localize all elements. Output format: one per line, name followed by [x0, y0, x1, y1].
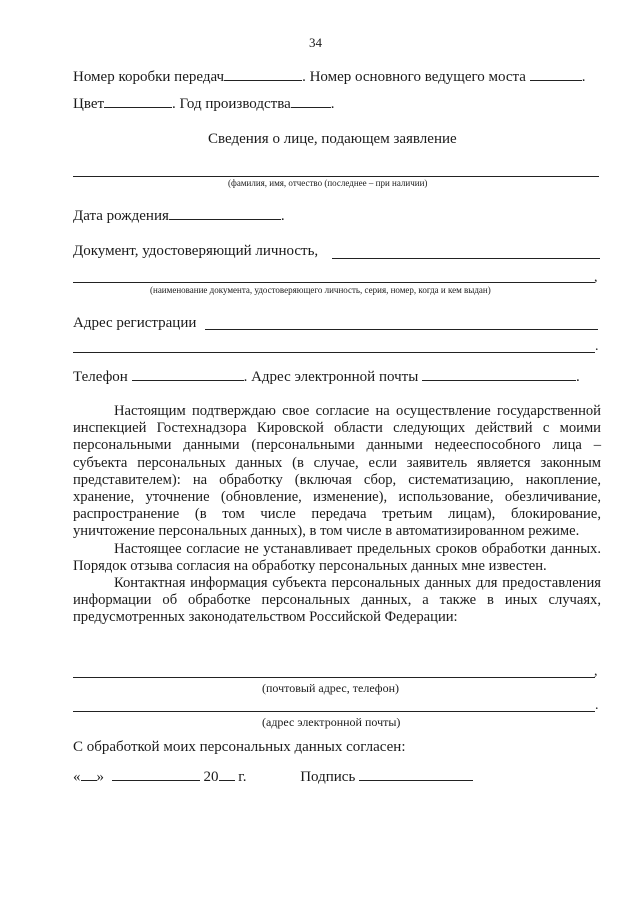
id-doc-field[interactable]: [332, 258, 600, 259]
gearbox-label: Номер коробки передач: [73, 69, 225, 85]
color-year-line: Цвет . Год производства .: [73, 93, 335, 113]
gearbox-line: Номер коробки передач . Номер основного ведущего моста .: [73, 66, 585, 86]
contact-email-field[interactable]: [73, 711, 595, 712]
id-doc-field-2[interactable]: [73, 282, 595, 283]
axle-label: . Номер основного ведущего моста: [302, 69, 526, 85]
birth-label: Дата рождения: [73, 208, 169, 224]
signature-label: Подпись: [300, 769, 356, 785]
postal-caption: (почтовый адрес, телефон): [262, 681, 399, 695]
date-signature-line: [73, 766, 473, 786]
year-label: . Год производства: [172, 96, 291, 112]
email-field[interactable]: [422, 366, 576, 381]
date-close-quote: »: [96, 769, 104, 785]
birth-field[interactable]: [169, 205, 281, 220]
id-doc-line: [73, 243, 318, 260]
year-suffix: г.: [238, 769, 247, 785]
gearbox-field[interactable]: [224, 66, 302, 81]
id-doc-label: Документ, удостоверяющий личность,: [73, 243, 319, 259]
id-doc-caption: (наименование документа, удостоверяющего личность, серия, номер, когда и кем выдан): [150, 285, 491, 295]
sign-year-field[interactable]: [219, 766, 235, 781]
birth-line: Дата рождения .: [73, 205, 285, 225]
phone-field[interactable]: [132, 366, 244, 381]
address-field-2[interactable]: [73, 352, 595, 353]
fio-field[interactable]: [73, 176, 599, 177]
contact-email-dot: .: [595, 698, 599, 713]
date-open-quote: «: [73, 769, 81, 785]
year-field[interactable]: [291, 93, 331, 108]
email-label: . Адрес электронной почты: [243, 369, 419, 385]
phone-label: Телефон: [73, 369, 128, 385]
address-line: [73, 315, 196, 332]
address-field[interactable]: [205, 329, 598, 330]
consent-text: [73, 403, 601, 627]
section-title: Сведения о лице, подающем заявление: [208, 131, 457, 147]
phone-email-line: Телефон . Адрес электронной почты .: [73, 366, 580, 386]
fio-caption: (фамилия, имя, отчество (последнее – при наличии): [228, 178, 428, 188]
address-dot: .: [595, 339, 599, 354]
day-field[interactable]: [81, 766, 97, 781]
address-label: Адрес регистрации: [73, 315, 197, 331]
postal-field[interactable]: [73, 677, 595, 678]
agree-text: С обработкой моих персональных данных согласен:: [73, 739, 406, 755]
axle-field[interactable]: [530, 66, 582, 81]
id-doc-comma: ,: [594, 270, 598, 285]
month-field[interactable]: [112, 766, 200, 781]
consent-paragraph-2: Настоящее согласие не устанавливает предельных сроков обработки данных. Порядок отзыва согласия на обработку персональных данных мне известен.: [73, 540, 601, 574]
contact-email-caption: (адрес электронной почты): [262, 715, 401, 729]
consent-paragraph-3: Контактная информация субъекта персональных данных для предоставления информации об обработке персональных данных, а также в иных случаях, предусмотренных законодательством Российской Федерации:: [73, 575, 601, 626]
color-label: Цвет: [73, 96, 105, 112]
year-prefix: 20: [203, 769, 219, 785]
postal-comma: ,: [594, 664, 598, 679]
consent-paragraph-1: Настоящим подтверждаю свое согласие на осуществление государственной инспекцией Гостехнадзора Кировской области следующих действий с моими персональными данными (персональными данными недееспособного лица – субъекта персональных данных (в случае, если заявитель является законным представителем): на обработку (включая сбор, систематизацию, накопление, хранение, уточнение (обновление, изменение), использование, обезличивание, распространение (в том числе передача третьим лицам), блокирование, уничтожение персональных данных), в том числе в автоматизированном режиме.: [73, 403, 601, 540]
page-number: 34: [309, 35, 322, 50]
signature-field[interactable]: [359, 766, 473, 781]
color-field[interactable]: [104, 93, 172, 108]
